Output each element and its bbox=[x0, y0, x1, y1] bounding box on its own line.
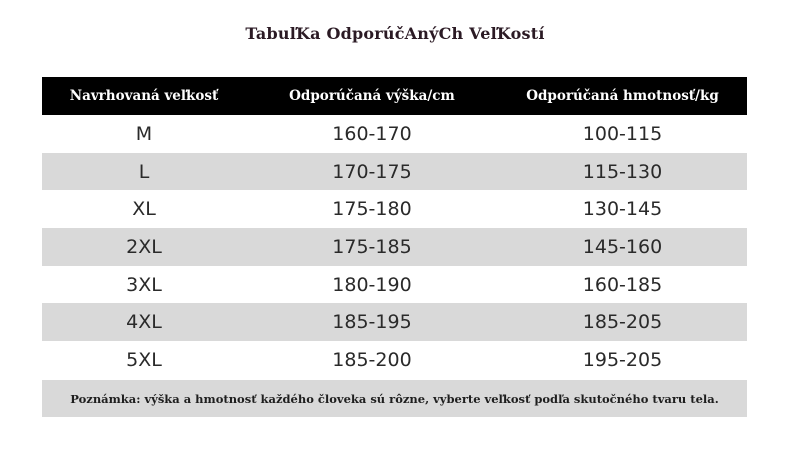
table-row bbox=[42, 228, 747, 266]
size-cell: 3XL bbox=[126, 273, 162, 296]
size-cell: 5XL bbox=[126, 348, 162, 371]
column-header-size: Navrhovaná veľkosť bbox=[69, 88, 219, 104]
weight-cell: 160-185 bbox=[582, 273, 663, 296]
weight-cell: 185-205 bbox=[582, 311, 663, 334]
table-row bbox=[42, 341, 747, 379]
height-cell: 175-180 bbox=[332, 198, 412, 221]
weight-cell: 145-160 bbox=[582, 235, 663, 258]
size-cell: XL bbox=[132, 198, 156, 221]
table-row bbox=[42, 266, 747, 304]
column-header-height: Odporúčaná výška/cm bbox=[289, 88, 455, 104]
size-cell: M bbox=[135, 122, 153, 145]
table-header bbox=[42, 77, 747, 115]
height-cell: 180-190 bbox=[332, 273, 412, 296]
column-header-weight: Odporúčaná hmotnosť/kg bbox=[526, 88, 719, 104]
table-note: Poznámka: výška a hmotnosť každého človeka sú rôzne, vyberte veľkosť podľa skutočného tvaru tela. bbox=[42, 380, 747, 417]
size-table bbox=[42, 77, 747, 379]
weight-cell: 130-145 bbox=[582, 198, 663, 221]
size-cell: 2XL bbox=[126, 235, 162, 258]
table-row bbox=[42, 115, 747, 153]
page-title: TabuľKa OdporúčAnýCh VeľKostí bbox=[245, 24, 545, 43]
size-cell: 4XL bbox=[126, 311, 162, 334]
height-cell: 175-185 bbox=[332, 235, 412, 258]
table-row bbox=[42, 190, 747, 228]
height-cell: 185-195 bbox=[332, 311, 412, 334]
weight-cell: 115-130 bbox=[582, 160, 663, 183]
height-cell: 170-175 bbox=[332, 160, 412, 183]
height-cell: 160-170 bbox=[332, 122, 412, 145]
size-cell: L bbox=[138, 160, 150, 183]
table-row bbox=[42, 153, 747, 191]
height-cell: 185-200 bbox=[332, 348, 412, 371]
weight-cell: 100-115 bbox=[582, 122, 663, 145]
weight-cell: 195-205 bbox=[582, 348, 663, 371]
table-row bbox=[42, 303, 747, 341]
